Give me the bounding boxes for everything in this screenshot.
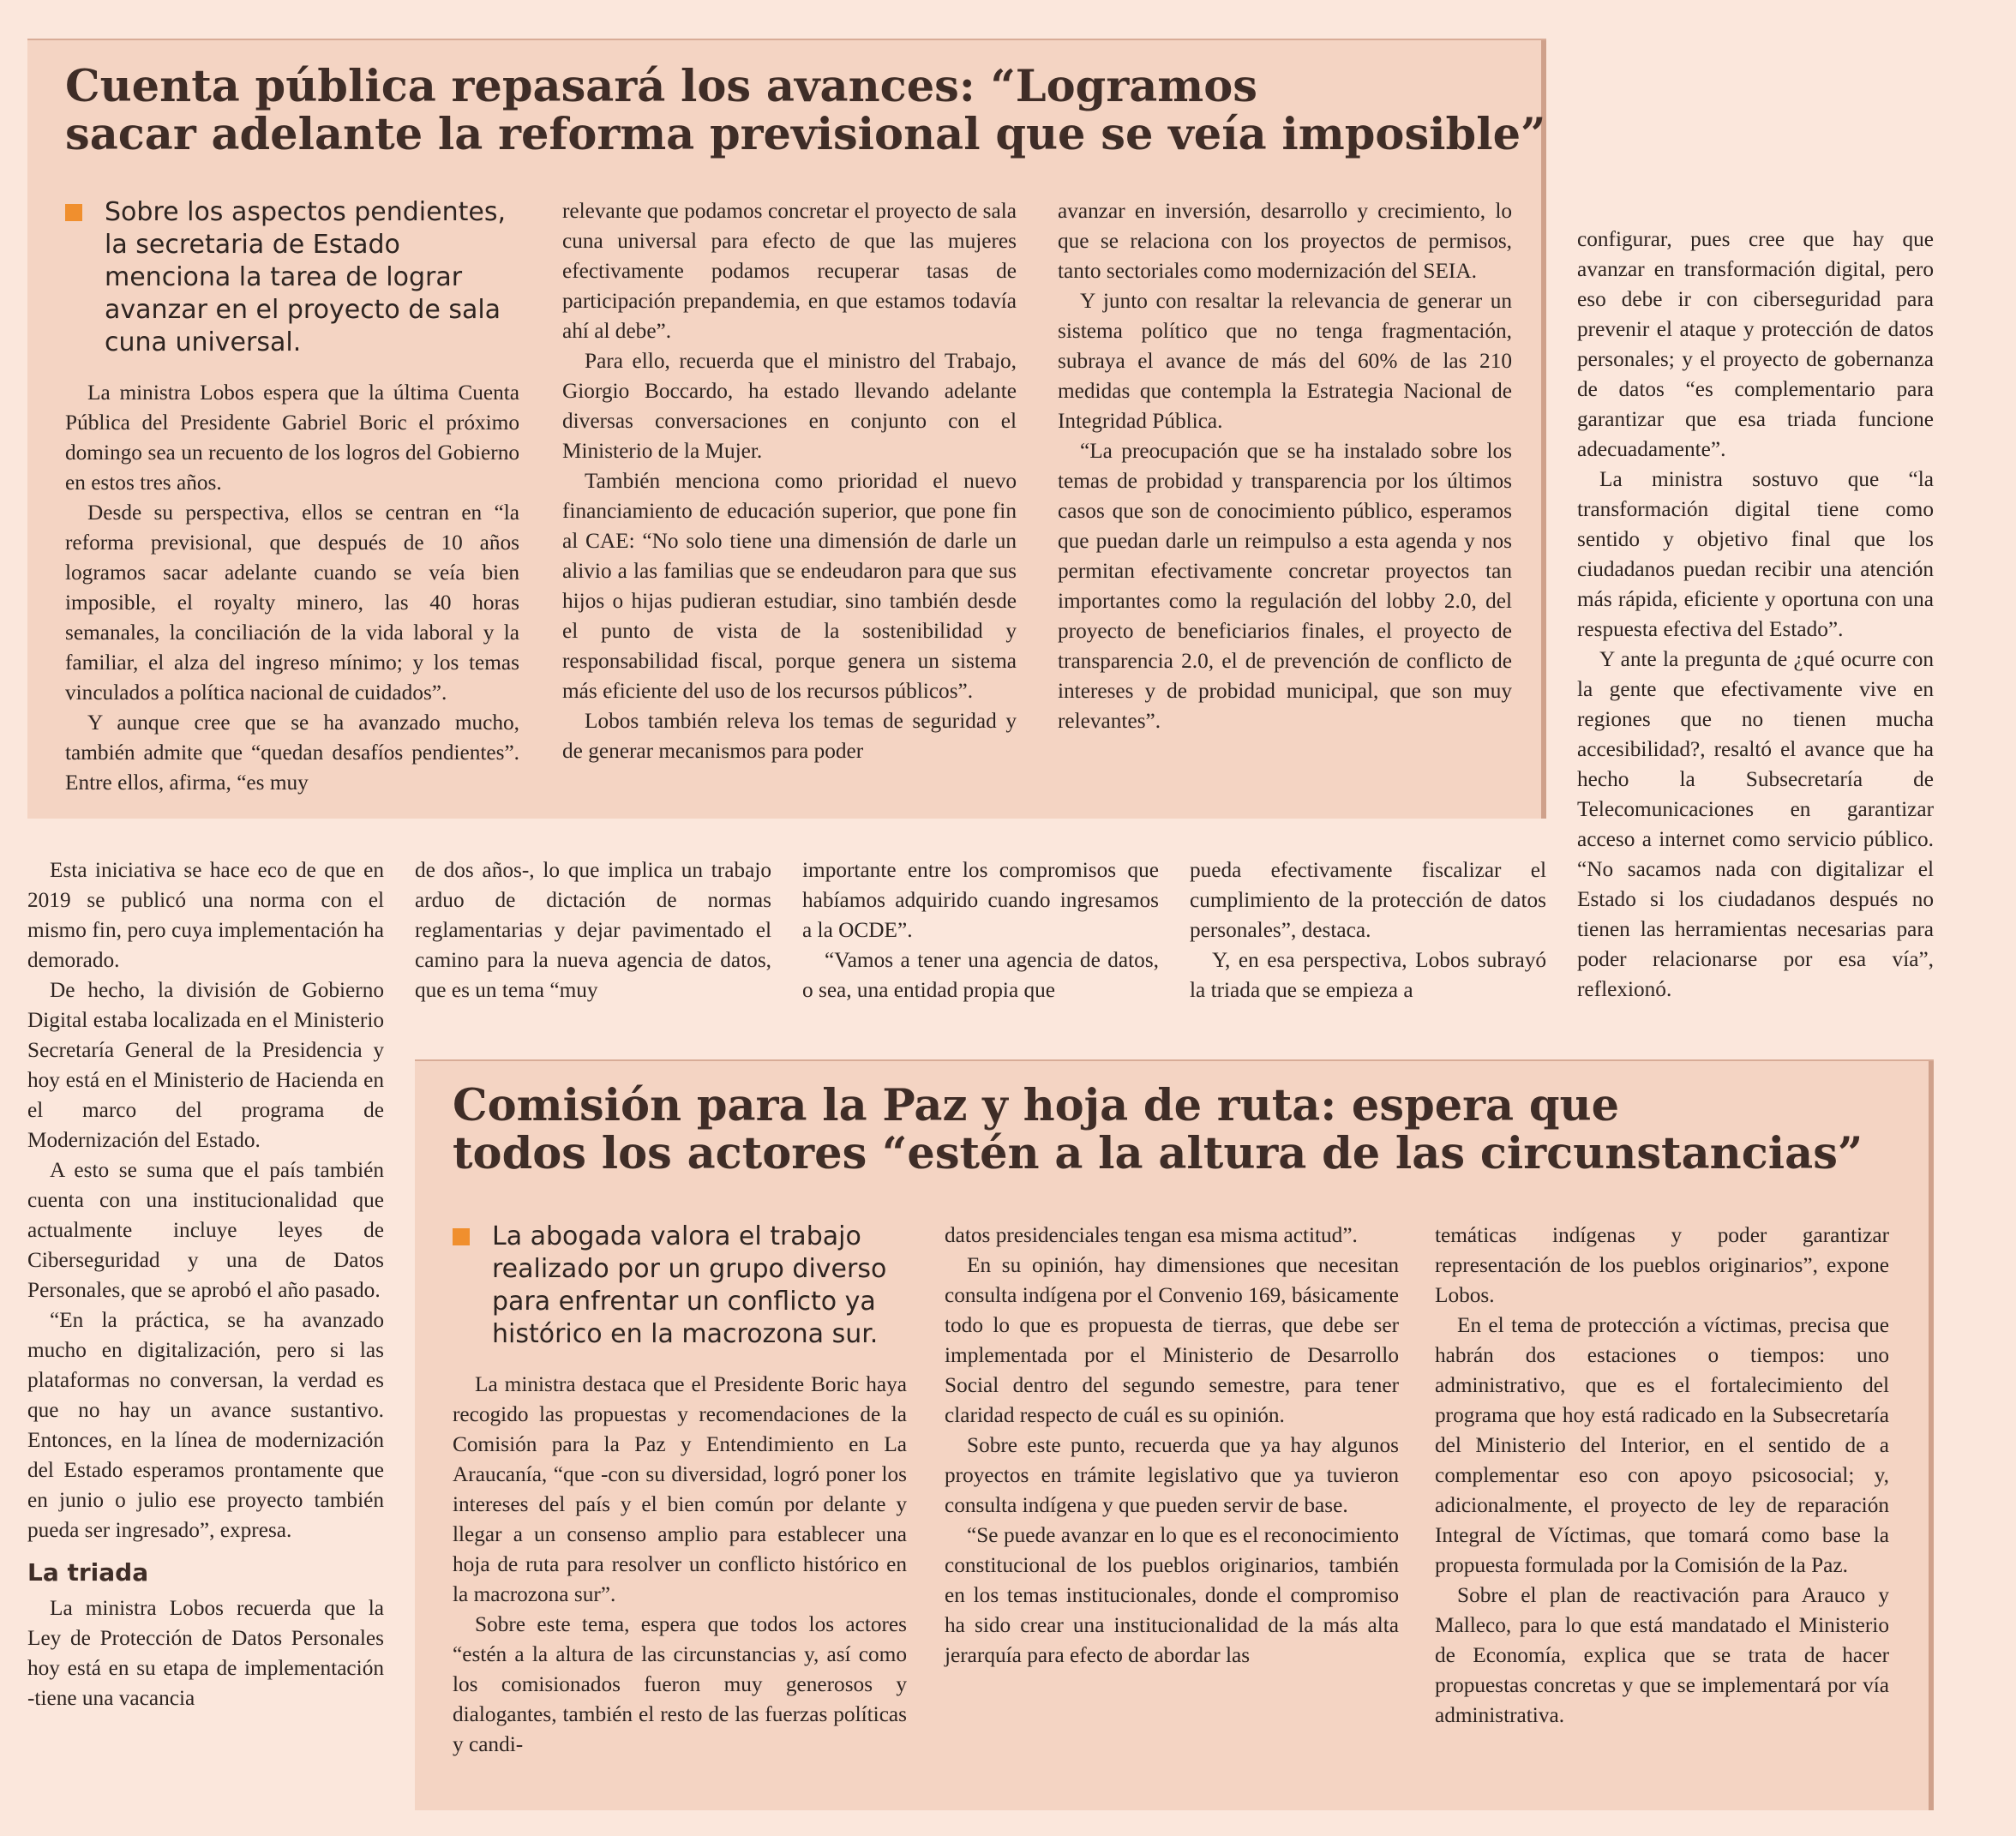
article1-column-2 (562, 196, 1017, 766)
article1-column-1 (65, 196, 519, 798)
paragraph: Y junto con resaltar la relevancia de generar un sistema político que no tenga fragmentación, subraya el avance de más del 60% de las 210 medidas que contempla la Estrategia Nacional de Integridad Pública. (1058, 289, 1512, 433)
paragraph: pueda efectivamente fiscalizar el cumplimiento de la protección de datos personales”, destaca. (1190, 858, 1546, 942)
article1-column-3 (1058, 196, 1512, 736)
article2-column-3 (1435, 1221, 1889, 1731)
headline-line: todos los actores “estén a la altura de las circunstancias” (453, 1128, 1863, 1179)
paragraph: La ministra Lobos espera que la última Cuenta Pública del Presidente Gabriel Boric el próximo domingo sea un recuento de los logros del Gobierno en estos tres años. (65, 381, 519, 495)
paragraph: Lobos también releva los temas de seguridad y de generar mecanismos para poder (562, 709, 1017, 763)
paragraph: En su opinión, hay dimensiones que necesitan consulta indígena por el Convenio 169, básicamente todo lo que es propuesta de tierras, que debe ser implementada por el Ministerio de Desarrollo Social dentro del segundo semestre, para tener claridad respecto de cuál es su opinión. (945, 1253, 1399, 1427)
paragraph: “Vamos a tener una agencia de datos, o sea, una entidad propia que (802, 948, 1159, 1002)
paragraph: Esta iniciativa se hace eco de que en 2019 se publicó una norma con el mismo fin, pero cuya implementación ha demorado. (27, 858, 384, 972)
article2-column-1 (453, 1221, 907, 1760)
section-subhead: La triada (27, 1558, 149, 1587)
article2-column-2 (945, 1221, 1399, 1671)
paragraph: “En la práctica, se ha avanzado mucho en digitalización, pero si las plataformas no conversan, la verdad es que no hay un avance sustantivo. Entonces, en la línea de modernización del Estado esperamos prontamente que en junio o julio ese proyecto también pueda ser ingresado”, expresa. (27, 1308, 384, 1542)
article-box-cuenta-publica (27, 39, 1546, 819)
paragraph: Desde su perspectiva, ellos se centran en “la reforma previsional, que después de 10 años logramos sacar adelante cuando se veía bien imposible, el royalty minero, las 40 horas semanales, la conciliación de la vida laboral y la familiar, el alza del ingreso mínimo; y los temas vinculados a política nacional de cuidados”. (65, 501, 519, 705)
paragraph: En el tema de protección a víctimas, precisa que habrán dos estaciones o tiempos: uno administrativo, que es el fortalecimiento del programa que hoy está radicado en la Subsecretaría del Ministerio del Interior, en el sentido de a complementar eso con apoyo psicosocial; y, adicionalmente, el proyecto de ley de reparación Integral de Víctimas, que tomará como base la propuesta formulada por la Comisión de la Paz. (1435, 1313, 1889, 1577)
paragraph: configurar, pues cree que hay que avanzar en transformación digital, pero eso debe ir con ciberseguridad para prevenir el ataque y protección de datos personales; y el proyecto de gobernanza de datos “es complementario para garantizar que esa triada funcione adecuadamente”. (1577, 227, 1934, 461)
paragraph: “La preocupación que se ha instalado sobre los temas de probidad y transparencia por los últimos casos que son de conocimiento público, esperamos que puedan darle un reimpulso a esta agenda y nos permitan efectivamente concretar proyectos tan importantes como la regulación del lobby 2.0, del proyecto de beneficiarios finales, el proyecto de transparencia 2.0, el de prevención de conflicto de intereses y de probidad municipal, que son muy relevantes”. (1058, 439, 1512, 733)
square-bullet-icon (65, 204, 82, 221)
article2-lead (453, 1221, 907, 1351)
paragraph: Sobre el plan de reactivación para Arauco y Malleco, para lo que está mandatado el Ministerio de Economía, explica que se trata de hacer propuestas concretas y que se implementará por vía administrativa. (1435, 1583, 1889, 1727)
paragraph: Sobre este tema, espera que todos los actores “estén a la altura de las circunstancias y, así como los comisionados fueron muy generosos y dialogantes, también el resto de las fuerzas políticas y candi- (453, 1612, 907, 1756)
article2-headline (453, 1082, 1863, 1178)
paragraph: relevante que podamos concretar el proyecto de sala cuna universal para efecto de que las mujeres efectivamente podamos recuperar tasas de participación prepandemia, en que estamos todavía ahí al debe”. (562, 199, 1017, 343)
paragraph: La ministra destaca que el Presidente Boric haya recogido las propuestas y recomendaciones de la Comisión para la Paz y Entendimiento en La Araucanía, “que -con su diversidad, logró poner los intereses del país y el bien común por delante y llegar a un consenso amplio para establecer una hoja de ruta para resolver un conflicto histórico en la macrozona sur”. (453, 1372, 907, 1606)
article-box-comision-paz (415, 1059, 1934, 1810)
paragraph: La ministra sostuvo que “la transformación digital tiene como sentido y objetivo final que los ciudadanos puedan recibir una atención más rápida, eficiente y oportuna con una respuesta efectiva del Estado”. (1577, 467, 1934, 641)
paragraph: temáticas indígenas y poder garantizar representación de los pueblos originarios”, expone Lobos. (1435, 1223, 1889, 1307)
paragraph: Y ante la pregunta de ¿qué ocurre con la gente que efectivamente vive en regiones que no tienen mucha accesibilidad?, resaltó el avance que ha hecho la Subsecretaría de Telecomunicaciones en garantizar acceso a internet como servicio público. “No sacamos nada con digitalizar el Estado si los ciudadanos después no tienen las herramientas necesarias para poder relacionarse por esa vía”, reflexionó. (1577, 647, 1934, 1001)
paragraph: A esto se suma que el país también cuenta con una institucionalidad que actualmente incluye leyes de Ciberseguridad y una de Datos Personales, que se aprobó el año pasado. (27, 1158, 384, 1302)
main-column-a (27, 855, 384, 1713)
headline-line: Cuenta pública repasará los avances: “Logramos (65, 61, 1257, 112)
paragraph: avanzar en inversión, desarrollo y crecimiento, lo que se relaciona con los proyectos de permisos, tanto sectoriales como modernización del SEIA. (1058, 199, 1512, 283)
article1-headline (65, 63, 1545, 159)
paragraph: datos presidenciales tengan esa misma actitud”. (945, 1223, 1358, 1247)
headline-line: sacar adelante la reforma previsional que se veía imposible” (65, 109, 1546, 160)
square-bullet-icon (453, 1228, 470, 1245)
paragraph: Y aunque cree que se ha avanzado mucho, también admite que “quedan desafíos pendientes”. Entre ellos, afirma, “es muy (65, 711, 519, 795)
main-column-d (1190, 855, 1546, 1005)
paragraph: La ministra Lobos recuerda que la Ley de Protección de Datos Personales hoy está en su etapa de implementación -tiene una vacancia (27, 1596, 384, 1710)
paragraph: Sobre este punto, recuerda que ya hay algunos proyectos en trámite legislativo que ya tuvieron consulta indígena y que pueden servir de base. (945, 1433, 1399, 1517)
paragraph: También menciona como prioridad el nuevo financiamiento de educación superior, que pone fin al CAE: “No solo tiene una dimensión de darle un alivio a las familias que se endeudaron para que sus hijos o hijas pudieran estudiar, sino también desde el punto de vista de la sostenibilidad y responsabilidad fiscal, porque genera un sistema más eficiente del uso de los recursos públicos”. (562, 469, 1017, 703)
lead-text: La abogada valora el trabajo realizado por un grupo diverso para enfrentar un conflicto ya histórico en la macrozona sur. (492, 1221, 887, 1349)
paragraph: Y, en esa perspectiva, Lobos subrayó la triada que se empieza a (1190, 948, 1546, 1002)
headline-line: Comisión para la Paz y hoja de ruta: espera que (453, 1080, 1620, 1131)
main-column-b (415, 855, 771, 1005)
article1-lead (65, 196, 519, 359)
paragraph: de dos años-, lo que implica un trabajo arduo de dictación de normas reglamentarias y dejar pavimentado el camino para la nueva agencia de datos, que es un tema “muy (415, 858, 771, 1002)
paragraph: De hecho, la división de Gobierno Digital estaba localizada en el Ministerio Secretaría General de la Presidencia y hoy está en el Ministerio de Hacienda en el marco del programa de Modernización del Estado. (27, 978, 384, 1152)
paragraph: Para ello, recuerda que el ministro del Trabajo, Giorgio Boccardo, ha estado llevando adelante diversas conversaciones en conjunto con el Ministerio de la Mujer. (562, 349, 1017, 463)
main-column-e (1577, 225, 1934, 1005)
lead-text: Sobre los aspectos pendientes, la secretaria de Estado menciona la tarea de lograr avanzar en el proyecto de sala cuna universal. (105, 197, 507, 357)
main-column-c (802, 855, 1159, 1005)
paragraph: importante entre los compromisos que habíamos adquirido cuando ingresamos a la OCDE”. (802, 858, 1159, 942)
paragraph: “Se puede avanzar en lo que es el reconocimiento constitucional de los pueblos originarios, también en los temas institucionales, donde el compromiso ha sido crear una institucionalidad de la más alta jerarquía para efecto de abordar las (945, 1523, 1399, 1667)
